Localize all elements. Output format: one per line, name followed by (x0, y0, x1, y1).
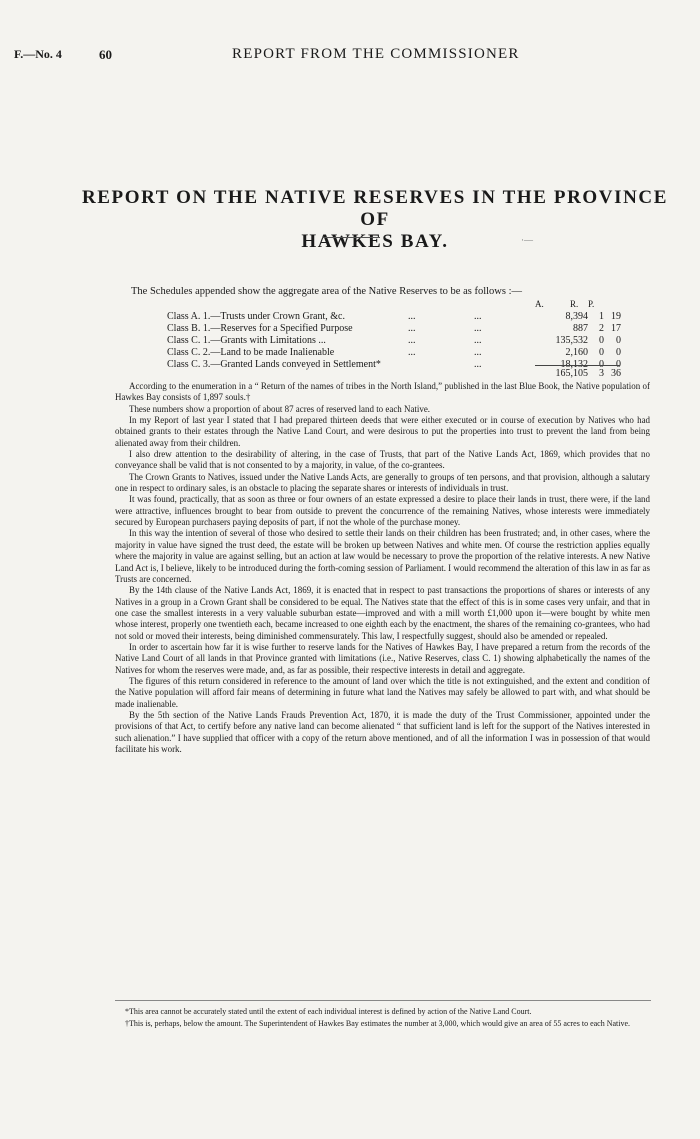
unit-acres: A. (535, 299, 544, 309)
total-perches: 36 (611, 368, 621, 379)
body-paragraph: By the 14th clause of the Native Lands Act, 1869, it is enacted that in respect to past transactions the proportions of shares or interests of any Natives in a group in a Crown Grant shall be considered to be equal. The Natives state that the effect of this is in some cases very unfair, and that in one case the smallest interests in a very valuable suburban estate—improved and with a mill worth £1,000 upon it—were bought by white men whose interest, properly one twentieth each, became increased to one eighth each by the enactment, the shares of the remaining co-grantees, who had not sold or moved their interests, being diminished commensurately. This law, I respectfully suggest, should also be amended or repealed. (115, 585, 650, 641)
paper-reference: F.—No. 4 (14, 47, 62, 61)
schedule-row-label: Class A. 1.—Trusts under Crown Grant, &c. (167, 311, 345, 322)
schedule-acres: 2,160 (565, 347, 588, 358)
report-title (80, 187, 670, 253)
total-rule (535, 365, 620, 366)
body-paragraph: By the 5th section of the Native Lands Frauds Prevention Act, 1870, it is made the duty of the Trust Commissioner, appointed under the provisions of that Act, to certify before any native land can become alienated “ that sufficient land is left for the support of the Natives interested in such alienation.” I have supplied that officer with a copy of the return above mentioned, and of all the information I was in possession of that would facilitate his work. (115, 709, 650, 754)
body-paragraph: The figures of this return considered in reference to the amount of land over which the title is not extinguished, and the extent and condition of the Native population will afford fair means of determining in future what land the Natives may safely be allowed to part with, and what should be made inalienable. (115, 675, 650, 709)
schedule-acres: 135,532 (555, 335, 588, 346)
leader-dots: ... (408, 335, 416, 346)
schedule-perches: 0 (616, 347, 621, 358)
footnote: *This area cannot be accurately stated until the extent of each individual interest is defined by action of the Native Land Court. (125, 1007, 532, 1016)
footnote-divider (115, 1000, 651, 1001)
leader-dots: ... (474, 347, 482, 358)
schedule-acres: 887 (573, 323, 588, 334)
schedule-row (137, 335, 621, 347)
leader-dots: ... (474, 323, 482, 334)
body-paragraph: In my Report of last year I stated that I had prepared thirteen deeds that were either executed or in course of execution by Natives who had obtained grants to their estates through the Native Land Court, and were desirous to put the properties into trust to prevent the land from being alienated away from their children. (115, 415, 650, 448)
leader-dots: ... (474, 311, 482, 322)
total-roods: 3 (599, 368, 604, 379)
schedule-row-label: Class B. 1.—Reserves for a Specified Purpose (167, 323, 353, 334)
schedule-roods: 0 (599, 359, 604, 370)
page-number: 60 (99, 47, 112, 62)
ornament-mark: ·— (521, 235, 533, 245)
schedule-perches: 0 (616, 359, 621, 370)
body-paragraph: In order to ascertain how far it is wise further to reserve lands for the Natives of Hawkes Bay, I have prepared a return from the records of the Native Land Court of all lands in that Province granted with limitations (i.e., Native Reserves, class C. 1) showing alphabetically the names of the Natives for whom the reserves were made, and, as far as possible, their respective interests in detail and aggregate. (115, 641, 650, 675)
schedule-roods: 1 (599, 311, 604, 322)
schedule-row (137, 311, 621, 323)
running-title: REPORT FROM THE COMMISSIONER (232, 46, 520, 62)
footnote: †This is, perhaps, below the amount. The Superintendent of Hawkes Bay estimates the number at 3,000, which would give an area of 55 acres to each Native. (125, 1019, 631, 1028)
schedule-row (137, 323, 621, 335)
leader-dots: ... (474, 359, 482, 370)
schedule-row (137, 347, 621, 359)
schedule-row-label: Class C. 1.—Grants with Limitations ... (167, 335, 326, 346)
schedule-roods: 0 (599, 335, 604, 346)
schedule-table (137, 299, 621, 371)
schedule-acres: 18,132 (560, 359, 588, 370)
schedule-perches: 19 (611, 311, 621, 322)
unit-roods: R. (570, 299, 579, 309)
leader-dots: ... (408, 347, 416, 358)
body-paragraph: These numbers show a proportion of about 87 acres of reserved land to each Native. (129, 403, 431, 414)
schedule-total (137, 368, 621, 380)
unit-perches: P. (588, 299, 595, 309)
leader-dots: ... (408, 311, 416, 322)
total-acres: 165,105 (555, 368, 588, 379)
leader-dots: ... (474, 335, 482, 346)
report-title-line-2: HAWKES BAY. (301, 231, 449, 252)
footnotes (115, 1006, 650, 1030)
schedule-acres: 8,394 (565, 311, 588, 322)
body-paragraph: In this way the intention of several of those who desired to settle their lands on their children has been frustrated; and, in other cases, where the majority in value have signed the trust deed, the estate will be broken up between Natives and white men. Of course the restriction applies equally where the majority in value are against selling, but an action at law would be necessary to prove the proportion of the relative interests. A new Native Land Act is, I believe, likely to be introduced during the forth-coming session of Parliament. I would recommend the alteration of this law in as far as Trusts are concerned. (115, 528, 650, 584)
body-paragraph: According to the enumeration in a “ Return of the names of tribes in the North Island,” published in the last Blue Book, the Native population of Hawkes Bay consists of 1,897 souls.† (115, 381, 650, 403)
schedule-row-label: Class C. 2.—Land to be made Inalienable (167, 347, 335, 358)
report-title-line-1: REPORT ON THE NATIVE RESERVES IN THE PROVINCE OF (81, 187, 669, 230)
running-header (0, 47, 700, 67)
schedule-intro: The Schedules appended show the aggregate area of the Native Reserves to be as follows :— (131, 286, 522, 297)
schedule-perches: 17 (611, 323, 621, 334)
body-paragraph: The Crown Grants to Natives, issued under the Native Lands Acts, are generally to groups of ten persons, and that provision, although a salutary one in respect to ordinary sales, is an obstacle to placing the separate shares or interests of individuals in trust. (115, 471, 650, 494)
report-body (115, 381, 650, 755)
title-divider (322, 237, 380, 238)
schedule-roods: 2 (599, 323, 604, 334)
schedule-perches: 0 (616, 335, 621, 346)
body-paragraph: I also drew attention to the desirability of altering, in the case of Trusts, that part of the Native Lands Act, 1869, which provides that no conveyance shall be valid that is not consented to by a majority, in value, of the co-grantees. (115, 449, 650, 471)
schedule-row-label: Class C. 3.—Granted Lands conveyed in Settlement* (167, 359, 381, 370)
schedule-roods: 0 (599, 347, 604, 358)
leader-dots: ... (408, 323, 416, 334)
body-paragraph: It was found, practically, that as soon as three or four owners of an estate expressed a desire to place their lands in trust, there were, if the land were attractive, influences brought to bear from outside to prevent the concurrence of the remaining Natives, whose interests were immediately secured by European purchasers paying deposits of part, if not the whole of the purchase money. (115, 494, 650, 528)
schedule-units-header (137, 299, 617, 311)
